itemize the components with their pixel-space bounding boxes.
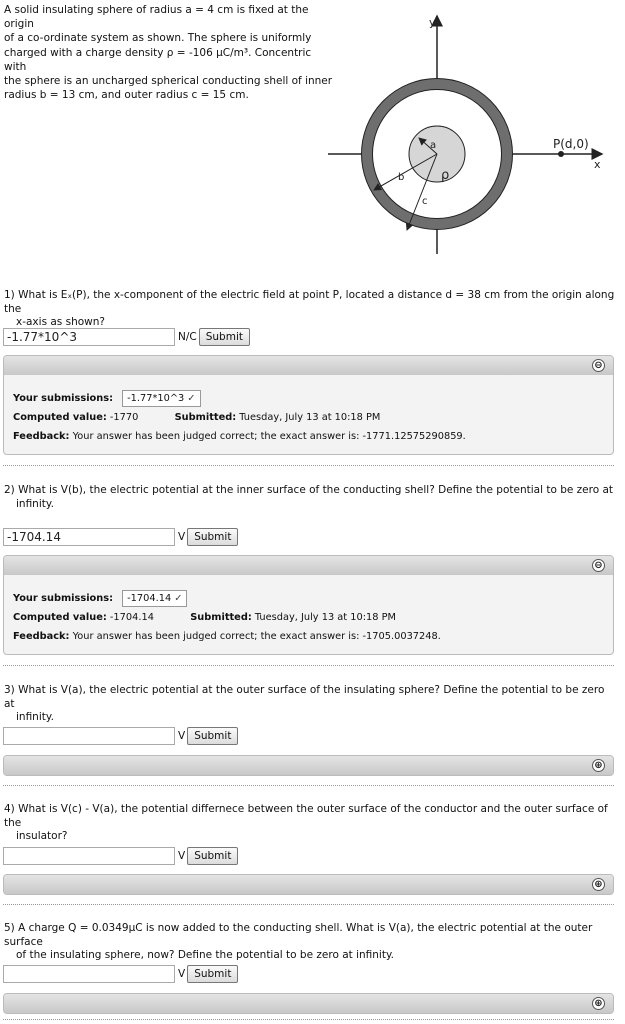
submission-panel-3 bbox=[3, 755, 614, 776]
divider bbox=[3, 904, 614, 905]
panel-header bbox=[4, 556, 613, 575]
question-text: 2) What is V(b), the electric potential at the inner surface of the conducting shell? Define the potential to be zero at bbox=[4, 484, 614, 496]
question-2 bbox=[4, 484, 616, 511]
answer-input[interactable] bbox=[3, 847, 175, 865]
point-p-label: P(d,0) bbox=[553, 137, 589, 151]
unit-label: V bbox=[178, 531, 186, 543]
expand-icon[interactable]: ⊕ bbox=[592, 759, 605, 772]
question-text: insulator? bbox=[16, 830, 68, 842]
panel-header bbox=[4, 994, 613, 1013]
intro-line: the sphere is an uncharged spherical conducting shell of inner bbox=[4, 75, 333, 88]
answer-input[interactable] bbox=[3, 528, 175, 546]
intro-line: charged with a charge density ρ = -106 μC/m³. Concentric with bbox=[4, 46, 312, 73]
computed-value: -1770 bbox=[109, 412, 139, 423]
submitted-value: Tuesday, July 13 at 10:18 PM bbox=[239, 412, 381, 423]
divider bbox=[3, 465, 614, 466]
label-c: c bbox=[422, 196, 428, 207]
submit-button[interactable]: Submit bbox=[187, 965, 238, 983]
x-axis-label: x bbox=[594, 158, 601, 171]
unit-label: V bbox=[178, 968, 186, 980]
divider bbox=[3, 785, 614, 786]
submission-value: -1704.14 bbox=[127, 593, 172, 604]
question-text: x-axis as shown? bbox=[16, 316, 105, 328]
submission-panel-4 bbox=[3, 874, 614, 895]
question-3 bbox=[4, 684, 616, 725]
panel-body bbox=[4, 375, 613, 454]
unit-label: N/C bbox=[178, 331, 197, 343]
answer-input[interactable] bbox=[3, 965, 175, 983]
computed-label: Computed value: bbox=[13, 612, 107, 623]
answer-input[interactable] bbox=[3, 727, 175, 745]
collapse-icon[interactable]: ⊖ bbox=[592, 559, 605, 572]
divider bbox=[3, 1019, 614, 1020]
question-text: 3) What is V(a), the electric potential at the outer surface of the insulating sphere? Define the potential to be zero at bbox=[4, 684, 605, 710]
check-icon: ✓ bbox=[187, 393, 196, 404]
answer-row-2 bbox=[3, 527, 238, 547]
expand-icon[interactable]: ⊕ bbox=[592, 997, 605, 1010]
submitted-label: Submitted: bbox=[190, 612, 252, 623]
submitted-label: Submitted: bbox=[174, 412, 237, 423]
answer-input[interactable] bbox=[3, 328, 175, 346]
label-b: b bbox=[398, 172, 405, 183]
submission-box bbox=[122, 390, 200, 407]
unit-label: V bbox=[178, 730, 186, 742]
y-axis-label: y bbox=[429, 16, 436, 29]
submit-button[interactable]: Submit bbox=[187, 727, 238, 745]
feedback-label: Feedback: bbox=[13, 431, 70, 442]
label-rho: ρ bbox=[441, 168, 450, 183]
computed-value: -1704.14 bbox=[109, 612, 154, 623]
answer-row-4 bbox=[3, 846, 238, 866]
submissions-label: Your submissions: bbox=[13, 393, 114, 404]
submission-panel-5 bbox=[3, 993, 614, 1014]
check-icon: ✓ bbox=[174, 593, 183, 604]
panel-header bbox=[4, 875, 613, 894]
answer-row-3 bbox=[3, 726, 238, 746]
submit-button[interactable]: Submit bbox=[187, 528, 238, 546]
feedback-value: Your answer has been judged correct; the exact answer is: -1771.12575290859. bbox=[72, 431, 466, 442]
question-text: 1) What is Eₓ(P), the x-component of the electric field at point P, located a distance d = 38 cm from the origin along the bbox=[4, 289, 615, 315]
question-4 bbox=[4, 803, 616, 844]
question-1 bbox=[4, 289, 616, 330]
computed-label: Computed value: bbox=[13, 412, 107, 423]
submission-panel-2 bbox=[3, 555, 614, 655]
intro-line: of a co-ordinate system as shown. The sphere is uniformly bbox=[4, 32, 312, 45]
submit-button[interactable]: Submit bbox=[187, 847, 238, 865]
submissions-label: Your submissions: bbox=[13, 593, 114, 604]
submission-box bbox=[122, 590, 187, 607]
submit-button[interactable]: Submit bbox=[199, 328, 250, 346]
label-a: a bbox=[430, 140, 437, 151]
problem-statement bbox=[4, 3, 334, 102]
question-text: of the insulating sphere, now? Define the potential to be zero at infinity. bbox=[16, 949, 395, 961]
answer-row-5 bbox=[3, 964, 238, 984]
panel-header bbox=[4, 756, 613, 775]
intro-line: radius b = 13 cm, and outer radius c = 15 cm. bbox=[4, 89, 249, 102]
submission-panel-1 bbox=[3, 355, 614, 455]
point-p bbox=[558, 151, 564, 157]
submitted-value: Tuesday, July 13 at 10:18 PM bbox=[254, 612, 396, 623]
question-5 bbox=[4, 922, 616, 963]
panel-body bbox=[4, 575, 613, 654]
divider bbox=[3, 665, 614, 666]
question-text: 4) What is V(c) - V(a), the potential differnece between the outer surface of the conductor and the outer surface of the bbox=[4, 803, 608, 829]
question-text: infinity. bbox=[16, 711, 54, 723]
unit-label: V bbox=[178, 850, 186, 862]
question-text: infinity. bbox=[16, 497, 54, 510]
collapse-icon[interactable]: ⊖ bbox=[592, 359, 605, 372]
sphere-diagram bbox=[320, 8, 620, 258]
feedback-value: Your answer has been judged correct; the exact answer is: -1705.0037248. bbox=[72, 631, 441, 642]
answer-row-1 bbox=[3, 327, 250, 347]
expand-icon[interactable]: ⊕ bbox=[592, 878, 605, 891]
feedback-label: Feedback: bbox=[13, 631, 70, 642]
panel-header bbox=[4, 356, 613, 375]
intro-line: A solid insulating sphere of radius a = 4 cm is fixed at the origin bbox=[4, 4, 309, 31]
question-text: 5) A charge Q = 0.0349μC is now added to the conducting shell. What is V(a), the electric potential at the outer surface bbox=[4, 922, 593, 948]
submission-value: -1.77*10^3 bbox=[127, 393, 185, 404]
